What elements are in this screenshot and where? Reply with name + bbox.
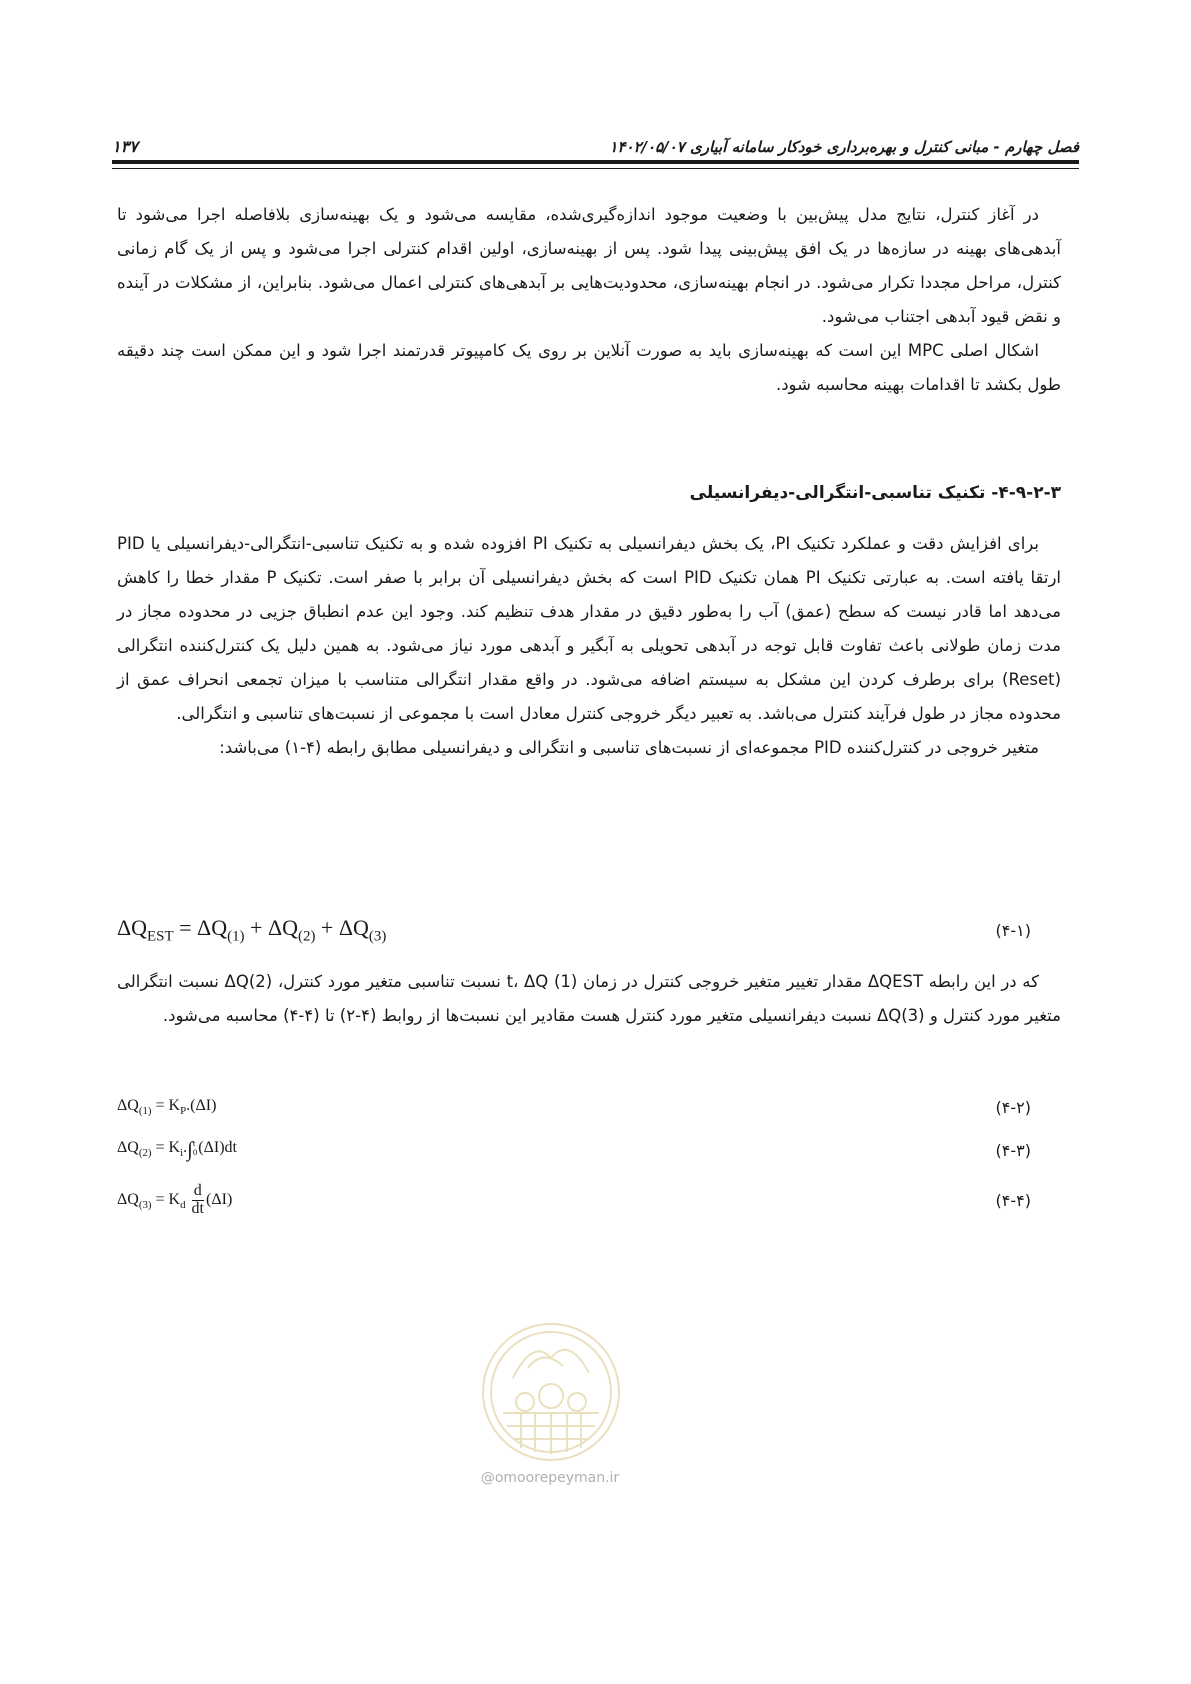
- equation-row-1: [117, 915, 1031, 945]
- pid-text-block: [117, 527, 1061, 765]
- section-title: ۴-۹-۲-۳- تکنیک تناسبی-انتگرالی-دیفرانسیلی: [689, 483, 1061, 503]
- watermark-seal-icon: [473, 1318, 629, 1464]
- chapter-title: فصل چهارم - مبانی کنترل و بهره‌برداری خودکار سامانه آبیاری ۱۴۰۲/۰۵/۰۷: [609, 138, 1079, 156]
- equation-derivative: $\Delta Q_{(3)} = K_d$ $\frac{d}{dt}$ (ΔI): [117, 1182, 233, 1217]
- page-header: [112, 128, 1079, 156]
- equation-row-3: [117, 1138, 1031, 1162]
- section-heading-block: [117, 483, 1061, 503]
- equation-total-output: $\Delta Q_{EST} = \Delta Q_{(1)} + \Delta Q_{(2)} + \Delta Q_{(3)}$: [117, 915, 387, 945]
- equation-row-2: [117, 1097, 1031, 1117]
- paragraph-mpc-drawback: اشکال اصلی MPC این است که بهینه‌سازی باید به صورت آنلاین بر روی یک کامپیوتر قدرتمند اجرا شود و این ممکن است چند دقیقه طول بکشد تا اقدامات بهینه محاسبه شود.: [117, 341, 1061, 394]
- header-rule-thick: [112, 160, 1079, 164]
- equation-number-4: (۴-۴): [995, 1190, 1031, 1210]
- equation-proportional: $\Delta Q_{(1)} = K_P.(\Delta I)$: [117, 1097, 217, 1118]
- equation-number-2: (۴-۲): [995, 1097, 1031, 1117]
- equation-row-4: [117, 1183, 1031, 1218]
- paragraph-mpc-process: در آغاز کنترل، نتایج مدل پیش‌بین با وضعیت موجود اندازه‌گیری‌شده، مقایسه می‌شود و یک بهینه‌سازی بلافاصله اجرا می‌شود تا آبدهی‌های بهینه در سازه‌ها در یک افق پیش‌بینی پیدا شود. پس از بهینه‌سازی، اولین اقدام کنترلی اجرا می‌شود و پس از یک گام زمانی کنترل، مراحل مجددا تکرار می‌شود. در انجام بهینه‌سازی، محدودیت‌هایی بر آبدهی‌های کنترلی اعمال می‌شود. بنابراین، از مشکلات در آینده و نقض قیود آبدهی اجتناب می‌شود.: [117, 205, 1061, 326]
- paragraph-pid-output: متغیر خروجی در کنترل‌کننده PID مجموعه‌ای از نسبت‌های تناسبی و انتگرالی و دیفرانسیلی مطابق رابطه (۴-۱) می‌باشد:: [219, 738, 1039, 757]
- header-rule-thin: [112, 168, 1079, 169]
- equation-integral: $\Delta Q_{(2)} = K_i.\int$ t 0 (ΔI)dt: [117, 1137, 237, 1161]
- equation-number-3: (۴-۳): [995, 1140, 1031, 1160]
- equation-number-1: (۴-۱): [995, 920, 1031, 940]
- watermark-site: @omoorepeyman.ir: [480, 1470, 620, 1486]
- page-number: ۱۳۷: [112, 137, 138, 156]
- paragraph-ratios: که در این رابطه ΔQEST مقدار تغییر متغیر خروجی کنترل در زمان t، ΔQ (1) نسبت تناسبی متغیر مورد کنترل، ΔQ(2) نسبت انتگرالی متغیر مورد کنترل و ΔQ(3) نسبت دیفرانسیلی متغیر مورد کنترل هست مقادیر این نسبت‌ها از روابط (۴-۲) تا (۴-۴) محاسبه می‌شود.: [117, 972, 1061, 1025]
- ratios-text-block: [117, 965, 1061, 1033]
- paragraph-pid-description: برای افزایش دقت و عملکرد تکنیک PI، یک بخش دیفرانسیلی به تکنیک PI افزوده شده و به تکنیک تناسبی-انتگرالی-دیفرانسیلی یا PID ارتقا یافته است. به عبارتی تکنیک PI همان تکنیک PID است که بخش دیفرانسیلی آن برابر با صفر است. تکنیک P مقدار خطا را کاهش می‌دهد اما قادر نیست که سطح (عمق) آب را به‌طور دقیق در مقدار هدف تنظیم کند. وجود این عدم انطباق جزیی در محدوده مجاز در مدت زمان طولانی باعث تفاوت قابل توجه در آبدهی تحویلی به آبگیر و آبدهی مورد نیاز می‌شود. به همین دلیل یک کنترل‌کننده انتگرالی (Reset) برای برطرف کردن این مشکل به سیستم اضافه می‌شود. در واقع مقدار انتگرالی متناسب با میزان تجمعی انحراف عمق از محدوده مجاز در طول فرآیند کنترل می‌باشد. به تعبیر دیگر خروجی کنترل معادل است با مجموعی از نسبت‌های تناسبی و انتگرالی.: [117, 534, 1061, 723]
- mpc-text-block: [117, 198, 1061, 402]
